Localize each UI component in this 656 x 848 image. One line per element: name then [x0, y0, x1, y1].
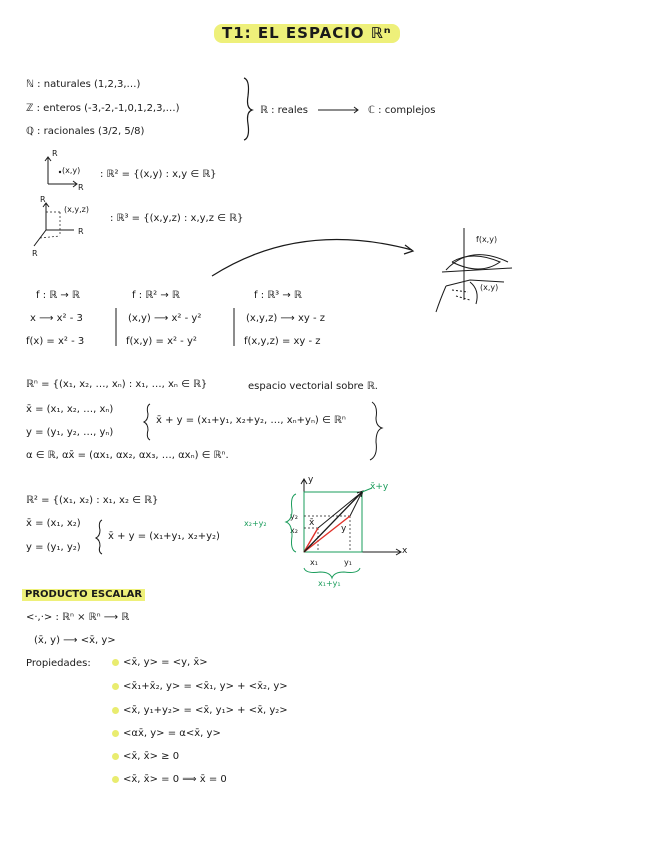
graph-x2-label: x₂ — [290, 526, 298, 535]
r2-vector-definition: ℝ² = {(x₁, x₂) : x₁, x₂ ∈ ℝ} — [26, 495, 159, 506]
producto-map: (x̄, y) ⟶ <x̄, y> — [34, 635, 116, 646]
rn-right-brace — [370, 402, 382, 460]
graph-left-sum-label: x₂+y₂ — [244, 519, 267, 528]
surface-point-label: (x,y) — [480, 283, 499, 292]
function-1-formula: f(x) = x² - 3 — [26, 336, 85, 347]
r3-axes-icon — [34, 203, 74, 246]
r2-left-brace — [96, 520, 102, 554]
r2-definition: : ℝ² = {(x,y) : x,y ∈ ℝ} — [100, 169, 217, 180]
rn-left-brace — [144, 404, 150, 440]
function-1-map: x ⟶ x² - 3 — [30, 313, 83, 324]
graph-y2-label: y₂ — [290, 512, 298, 521]
r3-axis-top-label: R — [40, 195, 46, 204]
property-text: <x̄, y> = <y, x̄> — [123, 657, 208, 668]
graph-x1-label: x₁ — [310, 558, 318, 567]
r2-point-label: (x,y) — [62, 166, 81, 175]
graph-y-axis-label: y — [308, 475, 314, 485]
function-2-formula: f(x,y) = x² - y² — [126, 336, 197, 347]
function-1-domain: f : ℝ → ℝ — [36, 290, 80, 301]
surface-plot-sketch — [436, 228, 512, 312]
r2-vector-sum: x̄ + y = (x₁+y₁, x₂+y₂) — [108, 531, 220, 542]
graph-bottom-sum-label: x₁+y₁ — [318, 579, 341, 588]
rn-note: espacio vectorial sobre ℝ. — [248, 381, 378, 392]
vector-sum-graph — [286, 479, 401, 578]
curved-arrow — [212, 240, 412, 276]
function-2-map: (x,y) ⟶ x² - y² — [128, 313, 202, 324]
function-3-formula: f(x,y,z) = xy - z — [244, 336, 321, 347]
r2-axes-icon — [45, 157, 77, 187]
producto-definition: <·,·> : ℝⁿ × ℝⁿ ⟶ ℝ — [26, 612, 130, 623]
rn-definition: ℝⁿ = {(x₁, x₂, …, xₙ) : x₁, …, xₙ ∈ ℝ} — [26, 379, 208, 390]
property-text: <x̄, x̄> ≥ 0 — [123, 751, 180, 762]
function-3-domain: f : ℝ³ → ℝ — [254, 290, 302, 301]
graph-x-axis-label: x — [402, 546, 408, 556]
graph-y1-label: y₁ — [344, 558, 352, 567]
graph-y-vector-label: y — [341, 524, 347, 534]
function-3-map: (x,y,z) ⟶ xy - z — [246, 313, 325, 324]
propiedades-label: Propiedades: — [26, 658, 91, 669]
r3-axis-bottom-label: R — [32, 249, 38, 258]
set-reales: ℝ : reales — [260, 105, 308, 116]
r3-axis-right-label: R — [78, 227, 84, 236]
r2-axis-top-label: R — [52, 149, 58, 158]
set-complejos: ℂ : complejos — [368, 105, 436, 116]
rn-vector-sum: x̄ + y = (x₁+y₁, x₂+y₂, …, xₙ+yₙ) ∈ ℝⁿ — [156, 415, 346, 426]
r2-axis-right-label: R — [78, 183, 84, 192]
r3-definition: : ℝ³ = {(x,y,z) : x,y,z ∈ ℝ} — [110, 213, 244, 224]
r2-y-vector: y = (y₁, y₂) — [26, 542, 81, 553]
r2-x-vector: x̄ = (x₁, x₂) — [26, 518, 81, 529]
surface-function-label: f(x,y) — [476, 235, 498, 244]
rn-scalar-product: α ∈ ℝ, αx̄ = (αx₁, αx₂, αx₃, …, αxₙ) ∈ ℝⁿ. — [26, 450, 229, 461]
graph-sum-label: x̄+y — [370, 482, 389, 492]
graph-xbar-label: x̄ — [309, 518, 315, 528]
set-racionales: ℚ : racionales (3/2, 5/8) — [26, 126, 145, 137]
function-2-domain: f : ℝ² → ℝ — [132, 290, 180, 301]
property-text: <x̄₁+x̄₂, y> = <x̄₁, y> + <x̄₂, y> — [123, 681, 288, 692]
page-title: T1: EL ESPACIO ℝⁿ — [214, 24, 400, 43]
rn-y-vector: y = (y₁, y₂, …, yₙ) — [26, 427, 114, 438]
set-enteros: ℤ : enteros (-3,-2,-1,0,1,2,3,…) — [26, 103, 180, 114]
rn-x-vector: x̄ = (x₁, x₂, …, xₙ) — [26, 404, 114, 415]
property-text: <x̄, x̄> = 0 ⟹ x̄ = 0 — [123, 774, 227, 785]
sets-brace — [244, 78, 252, 140]
producto-escalar-heading: PRODUCTO ESCALAR — [22, 589, 145, 601]
property-text: <αx̄, y> = α<x̄, y> — [123, 728, 221, 739]
r3-point-label: (x,y,z) — [64, 205, 89, 214]
set-naturales: ℕ : naturales (1,2,3,…) — [26, 79, 141, 90]
property-text: <x̄, y₁+y₂> = <x̄, y₁> + <x̄, y₂> — [123, 705, 288, 716]
